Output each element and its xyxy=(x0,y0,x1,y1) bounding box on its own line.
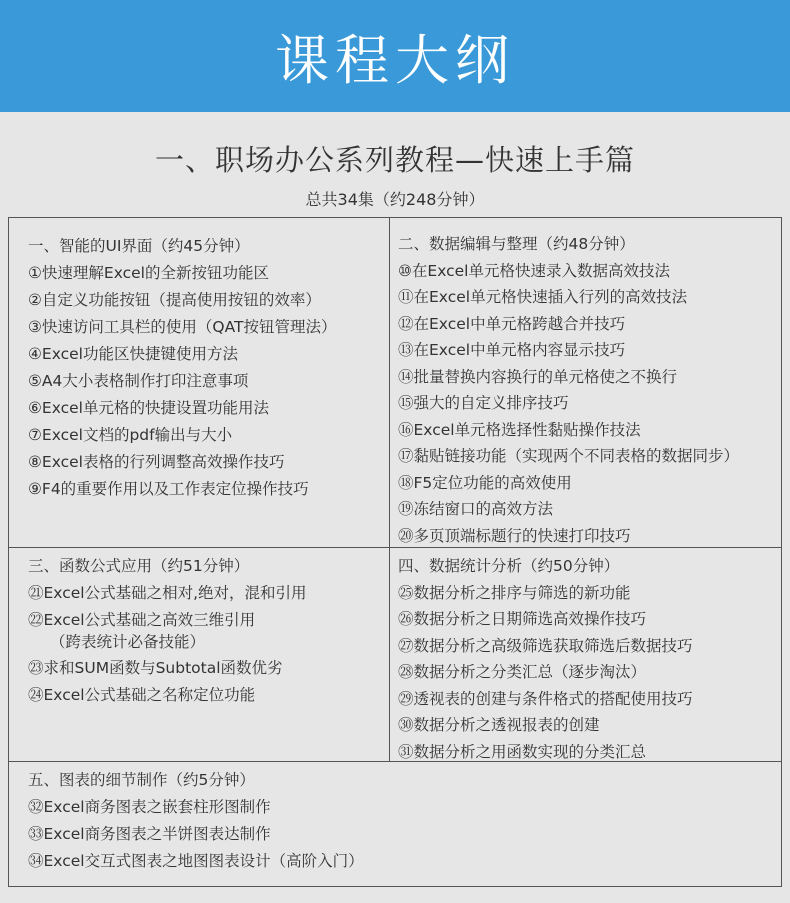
lesson-item xyxy=(28,422,336,449)
lesson-number: ① xyxy=(28,264,42,282)
lesson-item xyxy=(398,523,739,550)
lesson-title: 在Excel中单元格内容显示技巧 xyxy=(413,341,626,359)
section-heading: 一、智能的UI界面（约45分钟） xyxy=(28,237,250,255)
lesson-title: A4大小表格制作打印注意事项 xyxy=(41,372,249,390)
lesson-number: ㉛ xyxy=(398,742,414,761)
section-heading: 五、图表的细节制作（约5分钟） xyxy=(28,771,255,789)
series-subtitle: 总共34集（约248分钟） xyxy=(305,190,485,209)
lesson-number: ④ xyxy=(28,345,42,363)
lesson-number: ㉒ xyxy=(28,611,44,629)
lesson-title: 自定义功能按钮（提高使用按钮的效率） xyxy=(41,291,321,309)
lesson-number: ⑬ xyxy=(398,341,414,359)
lesson-item xyxy=(398,496,739,523)
lesson-title: Excel单元格的快捷设置功能用法 xyxy=(41,399,269,417)
lesson-item xyxy=(398,364,739,391)
lesson-title: Excel公式基础之相对,绝对，混和引用 xyxy=(43,584,307,602)
lesson-item xyxy=(28,655,307,682)
lesson-number: ⑫ xyxy=(398,314,414,333)
lesson-number: ⑩ xyxy=(398,261,412,280)
lesson-title: 批量替换内容换行的单元格使之不换行 xyxy=(413,367,678,386)
lesson-title: 强大的自定义排序技巧 xyxy=(413,394,569,412)
header-banner xyxy=(0,0,790,112)
lesson-number: ③ xyxy=(28,318,42,336)
lesson-item xyxy=(398,337,739,364)
lesson-number: ⑨ xyxy=(28,480,42,498)
lesson-number: ⑪ xyxy=(398,288,414,306)
lesson-item xyxy=(398,390,739,417)
lesson-number: ② xyxy=(28,291,42,309)
lesson-number: ⑧ xyxy=(28,453,42,471)
lesson-item xyxy=(398,258,739,285)
lesson-item xyxy=(28,314,336,341)
lesson-title: 在Excel中单元格跨越合并技巧 xyxy=(413,314,626,333)
lesson-item xyxy=(398,443,739,470)
lesson-title: Excel文档的pdf输出与大小 xyxy=(41,426,233,444)
section-ui xyxy=(28,233,336,503)
lesson-item xyxy=(28,821,364,848)
lesson-subtitle: （跨表统计必备技能） xyxy=(50,633,206,651)
section-statistics xyxy=(398,553,693,765)
lesson-title: 黏贴链接功能（实现两个不同表格的数据同步） xyxy=(413,447,740,465)
lesson-item xyxy=(398,739,693,766)
lesson-item xyxy=(28,476,336,503)
lesson-number: ⑱ xyxy=(398,473,414,492)
lesson-title: Excel公式基础之高效三维引用 xyxy=(43,611,256,629)
lesson-number: ㉔ xyxy=(28,686,44,704)
lesson-title: 求和SUM函数与Subtotal函数优劣 xyxy=(43,659,283,677)
lesson-item xyxy=(28,395,336,422)
lesson-number: ⑥ xyxy=(28,399,42,417)
lesson-title: Excel商务图表之嵌套柱形图制作 xyxy=(43,798,271,816)
lesson-item xyxy=(28,287,336,314)
lesson-item xyxy=(28,848,364,875)
lesson-item xyxy=(398,311,739,338)
section-heading: 四、数据统计分析（约50分钟） xyxy=(398,557,620,575)
lesson-item xyxy=(398,417,739,444)
lesson-number: ㉞ xyxy=(28,852,44,870)
lesson-item xyxy=(398,284,739,311)
lesson-item xyxy=(398,659,693,686)
lesson-number: ⑯ xyxy=(398,420,414,439)
lesson-item xyxy=(28,449,336,476)
lesson-title: 透视表的创建与条件格式的搭配使用技巧 xyxy=(413,689,693,708)
lesson-title: 数据分析之排序与筛选的新功能 xyxy=(413,583,631,602)
lesson-number: ㉑ xyxy=(28,584,44,602)
lesson-item xyxy=(28,368,336,395)
lesson-title: 数据分析之日期筛选高效操作技巧 xyxy=(413,610,647,628)
lesson-title: Excel交互式图表之地图图表设计（高阶入门） xyxy=(43,852,364,870)
section-formulas xyxy=(28,553,307,709)
lesson-item xyxy=(398,580,693,607)
lesson-number: ⑦ xyxy=(28,426,42,444)
lesson-item xyxy=(28,682,307,709)
lesson-number: ㉝ xyxy=(28,825,44,843)
lesson-number: ⑭ xyxy=(398,367,414,386)
lesson-title: 在Excel单元格快速插入行列的高效技法 xyxy=(413,288,688,306)
lesson-title: 多页顶端标题行的快速打印技巧 xyxy=(413,526,631,545)
lesson-title: Excel单元格选择性黏贴操作技法 xyxy=(413,420,641,439)
lesson-item xyxy=(28,260,336,287)
lesson-item xyxy=(28,341,336,368)
course-outline-table xyxy=(8,217,782,887)
lesson-number: ⑮ xyxy=(398,394,414,412)
lesson-title: 数据分析之高级筛选获取筛选后数据技巧 xyxy=(413,636,693,655)
section-data-editing xyxy=(398,231,739,549)
column-divider xyxy=(389,218,390,761)
lesson-title: Excel商务图表之半饼图表达制作 xyxy=(43,825,271,843)
lesson-title: Excel功能区快捷键使用方法 xyxy=(41,345,238,363)
lesson-title: F4的重要作用以及工作表定位操作技巧 xyxy=(41,480,309,498)
lesson-title: 数据分析之透视报表的创建 xyxy=(413,716,600,734)
lesson-title: 数据分析之用函数实现的分类汇总 xyxy=(413,742,647,761)
lesson-title: F5定位功能的高效使用 xyxy=(413,473,572,492)
lesson-item xyxy=(398,633,693,660)
lesson-number: ㉜ xyxy=(28,798,44,816)
lesson-item xyxy=(398,686,693,713)
lesson-item xyxy=(28,607,307,655)
section-heading: 三、函数公式应用（约51分钟） xyxy=(28,557,250,575)
lesson-item xyxy=(28,580,307,607)
lesson-number: ㉙ xyxy=(398,689,414,708)
lesson-title: 数据分析之分类汇总（逐步淘汰） xyxy=(413,663,647,681)
lesson-item xyxy=(28,794,364,821)
series-title: 一、职场办公系列教程—快速上手篇 xyxy=(154,143,635,177)
lesson-number: ㉗ xyxy=(398,636,414,655)
lesson-title: 冻结窗口的高效方法 xyxy=(413,500,554,518)
lesson-number: ⑤ xyxy=(28,372,42,390)
lesson-number: ㉚ xyxy=(398,716,414,734)
lesson-item xyxy=(398,606,693,633)
lesson-title: Excel公式基础之名称定位功能 xyxy=(43,686,256,704)
lesson-number: ㉘ xyxy=(398,663,414,681)
lesson-title: 快速理解Excel的全新按钮功能区 xyxy=(41,264,269,282)
lesson-title: Excel表格的行列调整高效操作技巧 xyxy=(41,453,285,471)
section-charts xyxy=(28,767,364,875)
lesson-title: 在Excel单元格快速录入数据高效技法 xyxy=(411,261,670,280)
lesson-number: ㉕ xyxy=(398,583,414,602)
lesson-item xyxy=(398,712,693,739)
lesson-number: ⑲ xyxy=(398,500,414,518)
lesson-number: ⑰ xyxy=(398,447,414,465)
lesson-title: 快速访问工具栏的使用（QAT按钮管理法） xyxy=(41,318,337,336)
lesson-number: ㉖ xyxy=(398,610,414,628)
lesson-item xyxy=(398,470,739,497)
page-title: 课程大纲 xyxy=(275,28,515,92)
lesson-number: ⑳ xyxy=(398,526,414,545)
section-heading: 二、数据编辑与整理（约48分钟） xyxy=(398,235,635,253)
lesson-number: ㉓ xyxy=(28,659,44,677)
